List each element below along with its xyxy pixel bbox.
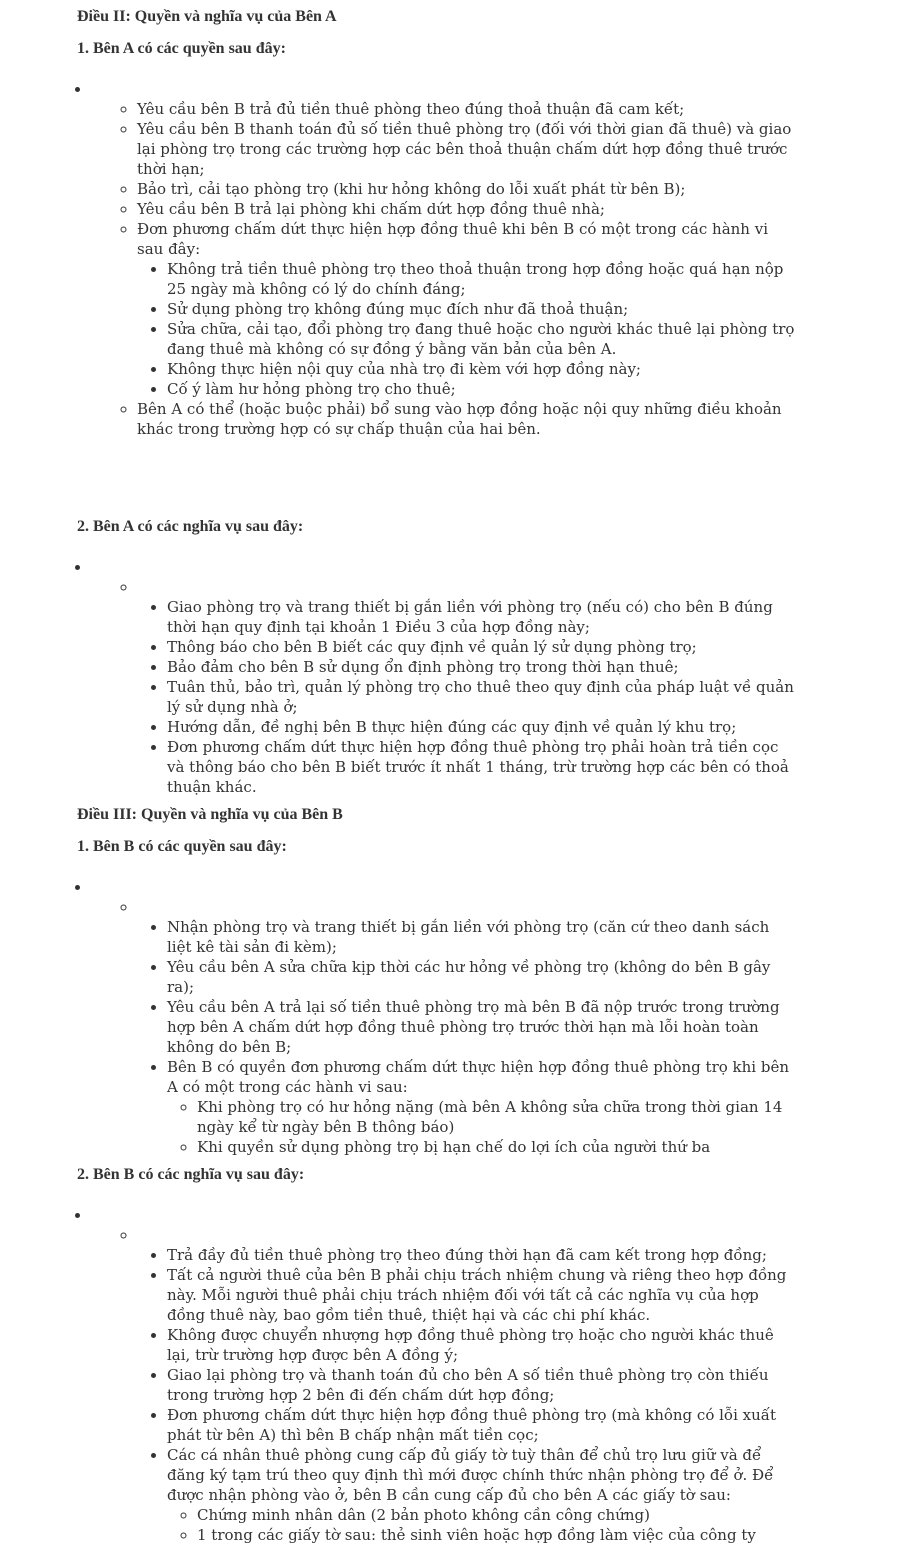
list-item xyxy=(91,79,797,99)
list-item xyxy=(137,1245,797,1545)
party-b-duties-heading: 2. Bên B có các nghĩa vụ sau đây: xyxy=(77,1166,305,1183)
party-b-rights-outer-list xyxy=(77,877,797,1157)
list-item xyxy=(91,557,797,577)
party-b-duties-mid-list xyxy=(91,1225,797,1545)
article-2-title: Điều II: Quyền và nghĩa vụ của Bên A xyxy=(77,8,337,25)
list-item: • Giao phòng trọ và trang thiết bị gắn liền với phòng trọ (nếu có) cho bên B đúng thời hạn quy định tại khoản 1 Điều 3 của hợp đồng này; xyxy=(167,597,797,637)
list-item xyxy=(167,1057,797,1157)
list-item: • Yêu cầu bên A sửa chữa kịp thời các hư hỏng về phòng trọ (không do bên B gây ra); xyxy=(167,957,797,997)
list-item xyxy=(91,1225,797,1545)
list-item: ◦ Khi phòng trọ có hư hỏng nặng (mà bên A không sửa chữa trong thời gian 14 ngày kể từ ngày bên B thông báo) xyxy=(197,1097,797,1137)
article-3-title: Điều III: Quyền và nghĩa vụ của Bên B xyxy=(77,806,343,823)
party-a-duties-heading: 2. Bên A có các nghĩa vụ sau đây: xyxy=(77,518,304,535)
party-a-rights-heading: 1. Bên A có các quyền sau đây: xyxy=(77,40,286,57)
list-item xyxy=(167,1445,797,1545)
list-item: ◦ Chứng minh nhân dân (2 bản photo không cần công chứng) xyxy=(197,1505,797,1525)
list-item: ◦ Yêu cầu bên B trả đủ tiền thuê phòng theo đúng thoả thuận đã cam kết; xyxy=(137,99,797,119)
spacer xyxy=(77,1157,797,1165)
list-item xyxy=(137,219,797,399)
termination-conditions-list xyxy=(167,1097,797,1157)
party-b-rights-mid-list xyxy=(91,897,797,1157)
party-b-duties-list xyxy=(137,1245,797,1545)
party-a-duties-list xyxy=(137,597,797,797)
list-item xyxy=(91,877,797,897)
list-item: • Sửa chữa, cải tạo, đổi phòng trọ đang thuê hoặc cho người khác thuê lại phòng trọ đang thuê mà không có sự đồng ý bằng văn bản của bên A. xyxy=(167,319,797,359)
list-item xyxy=(137,897,797,917)
list-item: ◦ Khi quyền sử dụng phòng trọ bị hạn chế do lợi ích của người thứ ba xyxy=(197,1137,797,1157)
list-item: • Thông báo cho bên B biết các quy định về quản lý sử dụng phòng trọ; xyxy=(167,637,797,657)
list-item xyxy=(91,577,797,797)
list-item: • Nhận phòng trọ và trang thiết bị gắn liền với phòng trọ (căn cứ theo danh sách liệt kê tài sản đi kèm); xyxy=(167,917,797,957)
list-item: • Đơn phương chấm dứt thực hiện hợp đồng thuê phòng trọ (mà không có lỗi xuất phát từ bên A) thì bên B chấp nhận mất tiền cọc; xyxy=(167,1405,797,1445)
party-a-duties-outer-list xyxy=(77,557,797,797)
party-a-duties-mid-list xyxy=(91,577,797,797)
list-item xyxy=(137,597,797,797)
list-item: ◦ Yêu cầu bên B thanh toán đủ số tiền thuê phòng trọ (đối với thời gian đã thuê) và giao lại phòng trọ trong các trường hợp các bên thoả thuận chấm dứt hợp đồng thuê trước thời hạn; xyxy=(137,119,797,179)
list-item: • Không được chuyển nhượng hợp đồng thuê phòng trọ hoặc cho người khác thuê lại, trừ trường hợp được bên A đồng ý; xyxy=(167,1325,797,1365)
spacer xyxy=(77,797,797,805)
list-item xyxy=(91,897,797,1157)
list-item-text: Các cá nhân thuê phòng cung cấp đủ giấy tờ tuỳ thân để chủ trọ lưu giữ và để đăng ký tạm trú theo quy định thì mới được chính thức nhận phòng trọ để ở. Để được nhận phòng vào ở, bên B cần cung cấp đủ cho bên A các giấy tờ sau: xyxy=(167,1446,774,1504)
spacer xyxy=(77,439,797,517)
list-item xyxy=(137,1225,797,1245)
list-item xyxy=(137,577,797,597)
list-item: ◦ Yêu cầu bên B trả lại phòng khi chấm dứt hợp đồng thuê nhà; xyxy=(137,199,797,219)
list-item: • Tất cả người thuê của bên B phải chịu trách nhiệm chung và riêng theo hợp đồng này. Mỗi người thuê phải chịu trách nhiệm đối với tất cả các nghĩa vụ của hợp đồng thuê này, bao gồm tiền thuê, thiệt hại và các chi phí khác. xyxy=(167,1265,797,1325)
party-a-rights-list xyxy=(91,99,797,439)
list-item: • Bảo đảm cho bên B sử dụng ổn định phòng trọ trong thời hạn thuê; xyxy=(167,657,797,677)
list-item: • Giao lại phòng trọ và thanh toán đủ cho bên A số tiền thuê phòng trọ còn thiếu trong trường hợp 2 bên đi đến chấm dứt hợp đồng; xyxy=(167,1365,797,1405)
list-item: • Sử dụng phòng trọ không đúng mục đích như đã thoả thuận; xyxy=(167,299,797,319)
list-item: • Trả đầy đủ tiền thuê phòng trọ theo đúng thời hạn đã cam kết trong hợp đồng; xyxy=(167,1245,797,1265)
list-item-text: Đơn phương chấm dứt thực hiện hợp đồng thuê khi bên B có một trong các hành vi sau đây: xyxy=(137,220,769,258)
list-item: • Đơn phương chấm dứt thực hiện hợp đồng thuê phòng trọ phải hoàn trả tiền cọc và thông báo cho bên B biết trước ít nhất 1 tháng, trừ trường hợp các bên có thoả thuận khác. xyxy=(167,737,797,797)
list-item: ◦ Bảo trì, cải tạo phòng trọ (khi hư hỏng không do lỗi xuất phát từ bên B); xyxy=(137,179,797,199)
party-b-duties-outer-list xyxy=(77,1205,797,1545)
required-documents-list xyxy=(167,1505,797,1545)
list-item: ◦ 1 trong các giấy tờ sau: thẻ sinh viên hoặc hợp đồng làm việc của công ty xyxy=(197,1525,797,1545)
list-item: ◦ Bên A có thể (hoặc buộc phải) bổ sung vào hợp đồng hoặc nội quy những điều khoản khác trong trường hợp có sự chấp thuận của hai bên. xyxy=(137,399,797,439)
list-item: • Hướng dẫn, đề nghị bên B thực hiện đúng các quy định về quản lý khu trọ; xyxy=(167,717,797,737)
list-item: • Cố ý làm hư hỏng phòng trọ cho thuê; xyxy=(167,379,797,399)
list-item xyxy=(91,1205,797,1225)
list-item-text: Bên B có quyền đơn phương chấm dứt thực hiện hợp đồng thuê phòng trọ khi bên A có một trong các hành vi sau: xyxy=(167,1058,789,1096)
list-item: • Không trả tiền thuê phòng trọ theo thoả thuận trong hợp đồng hoặc quá hạn nộp 25 ngày mà không có lý do chính đáng; xyxy=(167,259,797,299)
list-item: • Tuân thủ, bảo trì, quản lý phòng trọ cho thuê theo quy định của pháp luật về quản lý sử dụng nhà ở; xyxy=(167,677,797,717)
list-item xyxy=(137,917,797,1157)
party-b-rights-heading: 1. Bên B có các quyền sau đây: xyxy=(77,838,287,855)
party-a-rights-outer-list xyxy=(77,79,797,439)
list-item xyxy=(91,99,797,439)
list-item: • Không thực hiện nội quy của nhà trọ đi kèm với hợp đồng này; xyxy=(167,359,797,379)
party-b-rights-list xyxy=(137,917,797,1157)
party-b-violations-list xyxy=(137,259,797,399)
list-item: • Yêu cầu bên A trả lại số tiền thuê phòng trọ mà bên B đã nộp trước trong trường hợp bên A chấm dứt hợp đồng thuê phòng trọ trước thời hạn mà lỗi hoàn toàn không do bên B; xyxy=(167,997,797,1057)
